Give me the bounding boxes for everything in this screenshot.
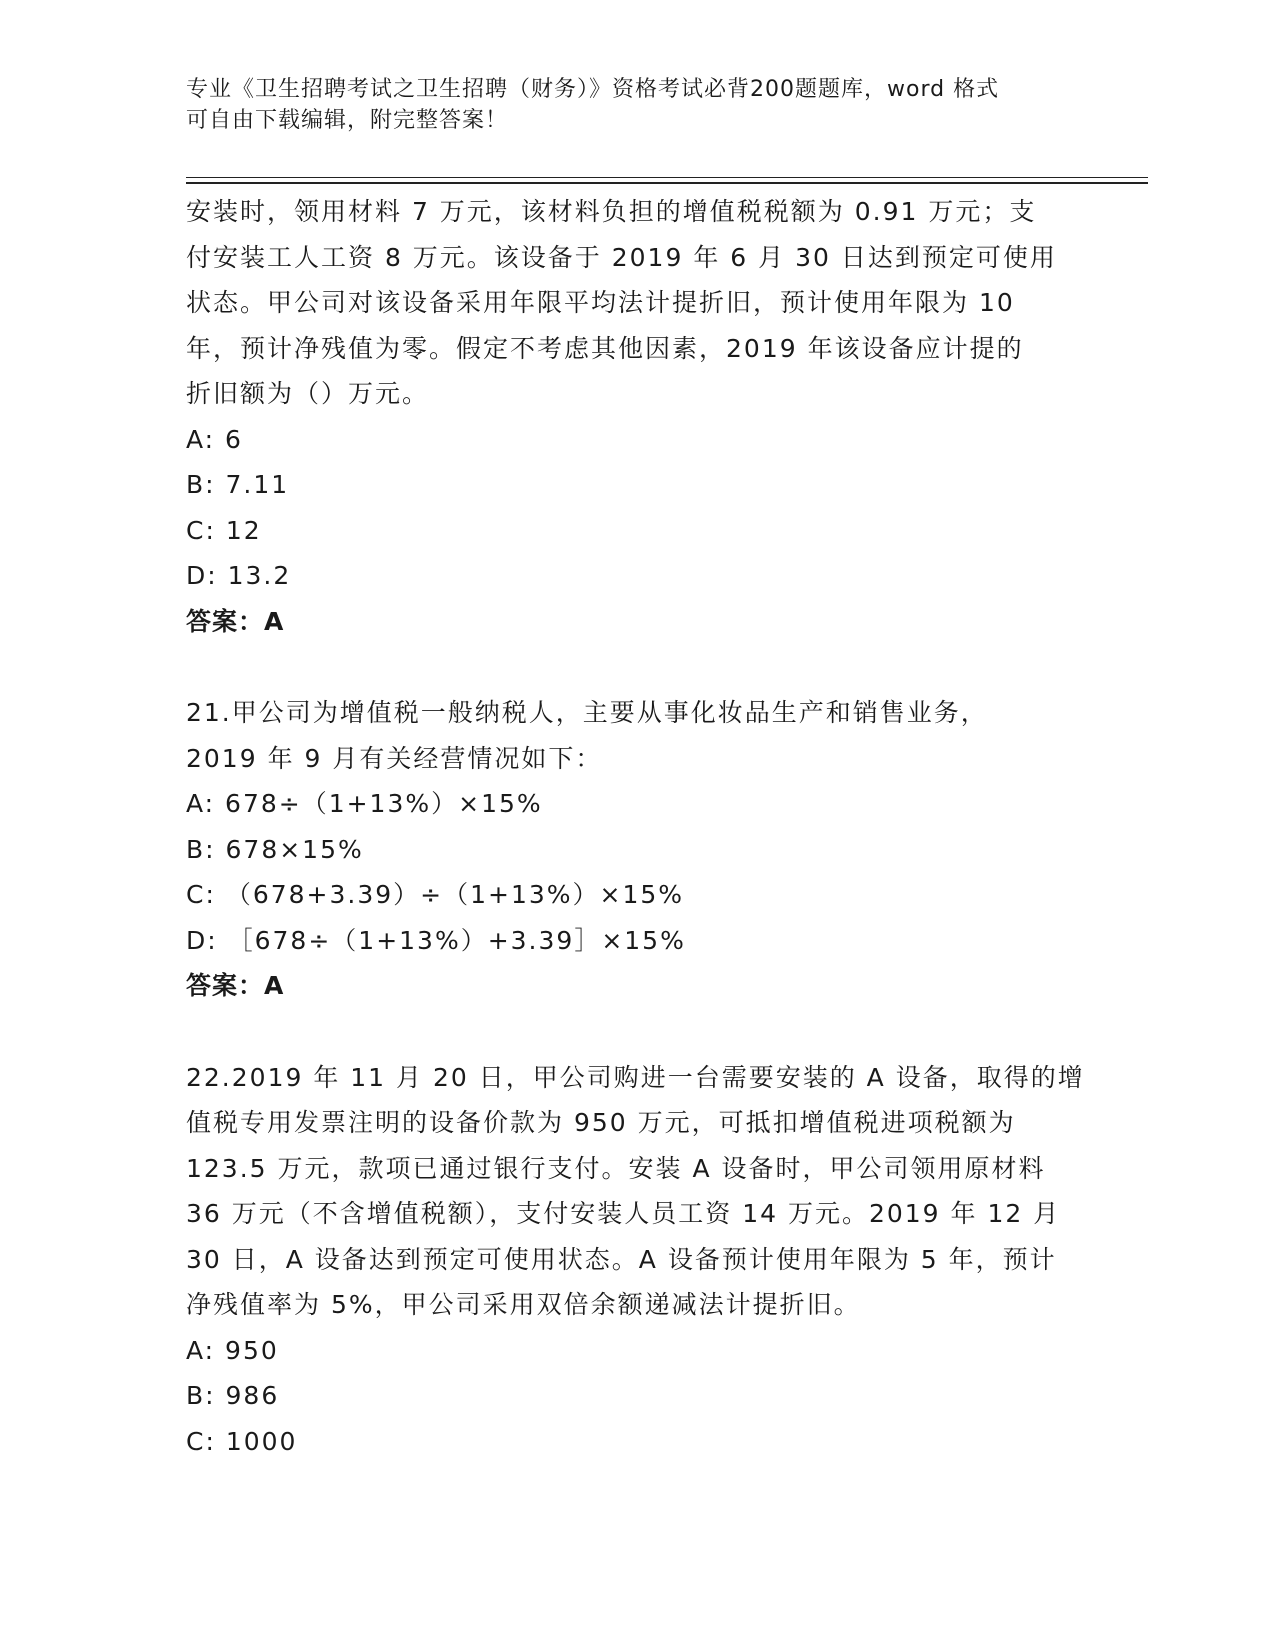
document-header (186, 74, 1086, 136)
question-stem-line: 折旧额为（）万元。 (186, 379, 430, 408)
option-d: D: ［678÷（1+13%）+3.39］×15% (186, 925, 686, 955)
header-rule-thin (186, 177, 1148, 178)
header-line-1: 专业《卫生招聘考试之卫生招聘（财务）》资格考试必背200题题库，word 格式 (186, 77, 1000, 102)
question-stem-line: 2019 年 9 月有关经营情况如下： (186, 743, 603, 773)
question-list (186, 189, 1086, 1464)
question-20 (186, 189, 1086, 644)
spacer (186, 1009, 1086, 1055)
question-21 (186, 690, 1086, 1009)
option-c: C: （678+3.39）÷（1+13%）×15% (186, 880, 685, 909)
option-d: D: 13.2 (186, 561, 292, 590)
question-stem-line: 值税专用发票注明的设备价款为 950 万元，可抵扣增值税进项税额为 (186, 1108, 1016, 1137)
answer: 答案：A (186, 606, 285, 636)
header-line-2: 可自由下载编辑，附完整答案！ (186, 108, 509, 133)
option-c: C: 12 (186, 515, 262, 545)
question-stem-line: 36 万元（不含增值税额），支付安装人员工资 14 万元。2019 年 12 月 (186, 1199, 1061, 1228)
question-stem-line: 22.2019 年 11 月 20 日，甲公司购进一台需要安装的 A 设备，取得的增 (186, 1062, 1085, 1092)
option-b: B: 678×15% (186, 834, 364, 864)
question-stem-line: 净残值率为 5%，甲公司采用双倍余额递减法计提折旧。 (186, 1290, 861, 1319)
question-stem-line: 30 日，A 设备达到预定可使用状态。A 设备预计使用年限为 5 年，预计 (186, 1244, 1057, 1274)
option-b: B: 986 (186, 1381, 280, 1410)
option-a: A: 678÷（1+13%）×15% (186, 789, 543, 818)
option-a: A: 950 (186, 1335, 279, 1365)
option-b: B: 7.11 (186, 470, 290, 499)
question-stem-line: 付安装工人工资 8 万元。该设备于 2019 年 6 月 30 日达到预定可使用 (186, 242, 1057, 272)
option-c: C: 1000 (186, 1426, 298, 1456)
question-stem-line: 安装时，领用材料 7 万元，该材料负担的增值税税额为 0.91 万元；支 (186, 197, 1037, 226)
answer: 答案：A (186, 971, 285, 1000)
spacer (186, 644, 1086, 690)
question-22 (186, 1055, 1086, 1465)
question-stem-line: 21.甲公司为增值税一般纳税人，主要从事化妆品生产和销售业务， (186, 698, 988, 727)
question-stem-line: 年，预计净残值为零。假定不考虑其他因素，2019 年该设备应计提的 (186, 333, 1024, 363)
question-stem-line: 状态。甲公司对该设备采用年限平均法计提折旧，预计使用年限为 10 (186, 288, 1015, 317)
header-rule-thick (186, 182, 1148, 184)
question-stem-line: 123.5 万元，款项已通过银行支付。安装 A 设备时，甲公司领用原材料 (186, 1153, 1046, 1183)
option-a: A: 6 (186, 424, 243, 454)
